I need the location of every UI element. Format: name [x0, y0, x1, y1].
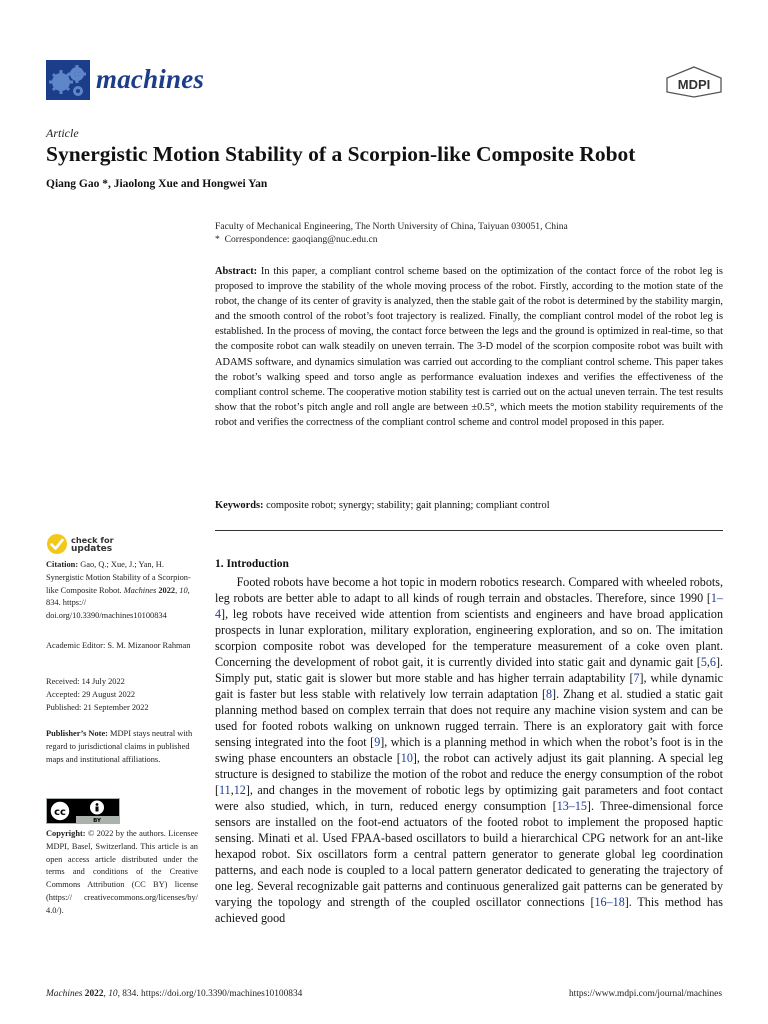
copyright-label: Copyright:: [46, 829, 86, 838]
footer-volume: 10: [108, 989, 118, 999]
publisher-note-label: Publisher’s Note:: [46, 729, 108, 738]
keywords-text: composite robot; synergy; stability; gait planning; compliant control: [266, 500, 550, 511]
academic-editor: Academic Editor: S. M. Mizanoor Rahman: [46, 641, 191, 650]
publication-dates: [46, 676, 198, 714]
introduction-paragraph: [215, 574, 723, 926]
reference-link[interactable]: 8: [546, 687, 553, 701]
svg-text:cc: cc: [54, 807, 66, 818]
reference-link[interactable]: 5: [700, 655, 707, 669]
intro-text: ,: [230, 783, 234, 797]
check-updates-icon: [46, 533, 68, 555]
author-list: Qiang Gao *, Jiaolong Xue and Hongwei Yan: [46, 178, 268, 190]
check-updates-line1: check for: [71, 535, 114, 545]
intro-text: ], which is a planning method in which when the robot’s foot is in the swing phase encounters an obstacle [: [215, 735, 723, 765]
citation-year: 2022: [158, 585, 176, 595]
intro-text: ]. This method has achieved good: [215, 895, 723, 925]
publisher-note: [46, 728, 198, 766]
received-date: Received: 14 July 2022: [46, 677, 125, 686]
journal-name: machines: [96, 64, 205, 94]
footer-journal: Machines: [46, 989, 83, 999]
intro-text: ], while dynamic gait is faster but less stable with relatively low terrain adaptation [: [215, 671, 723, 701]
footer-citation: Machines 2022, 10, 834. https://doi.org/10.3390/machines10100834: [46, 989, 303, 999]
citation-journal: Machines: [123, 585, 157, 595]
reference-link[interactable]: 7: [633, 671, 640, 685]
footer-year: 2022: [84, 989, 104, 999]
affiliation: Faculty of Mechanical Engineering, The North University of China, Taiyuan 030051, China: [215, 221, 568, 232]
section-divider: [215, 530, 723, 531]
correspondence: [215, 234, 378, 245]
published-date: Published: 21 September 2022: [46, 702, 149, 712]
correspondence-marker: *: [215, 234, 220, 245]
keywords-label: Keywords:: [215, 500, 264, 511]
reference-link[interactable]: 12: [233, 783, 246, 797]
citation-text: Gao, Q.; Xue, J.; Yan, H. Synergistic Motion Stability of a Scorpion-like Composite Robot.: [46, 560, 191, 595]
accepted-date: Accepted: 29 August 2022: [46, 689, 136, 699]
publisher-note-text: MDPI stays neutral with regard to jurisdictional claims in published maps and institutional affiliations.: [46, 729, 193, 764]
intro-text: Footed robots have become a hot topic in modern robotics research. Compared with wheeled robots, leg robots are better able to adapt to all kinds of rough terrain and obstacles. Therefore, since 1990 [: [215, 575, 723, 605]
article-title: Synergistic Motion Stability of a Scorpion-like Composite Robot: [46, 142, 636, 166]
keywords: [215, 498, 723, 513]
intro-text: ]. Zhang et al. studied a static gait planning method based on complex terrain that does not require any machine vision system and can be used for footed robots walking on unknown rugged terrain. There is an exploratory gait with force sensing integrated into the foot [: [215, 687, 723, 749]
reference-link[interactable]: 10: [400, 751, 413, 765]
intro-text: ], leg robots have received wide attention from scientists and engineers and have broad application prospects in lunar exploration, military exploration, engineering exploration, and so on. The imitation scorpion composite robot was developed for the temperature measurement of a coke oven plant. Concerning the development of robot gait, it is currently divided into static gait and dynamic gait [: [215, 607, 723, 669]
cc-badge-label: BY: [93, 818, 101, 824]
abstract-label: Abstract:: [215, 266, 258, 277]
mdpi-logo-text: MDPI: [677, 77, 711, 92]
citation-volume: 10: [179, 585, 188, 595]
mdpi-logo: [664, 66, 724, 98]
footer-journal-url[interactable]: https://www.mdpi.com/journal/machines: [568, 989, 722, 999]
reference-link[interactable]: 11: [219, 783, 231, 797]
intro-text: ], the robot can actively adjust its gait planning. A special leg structure is designed to stabilize the motion of the robot and reduce the energy consumption of the robot [: [215, 751, 724, 797]
abstract: [215, 264, 723, 430]
intro-text: ]. Three-dimensional force sensors are installed on the foot-end actuators of the footed robot to implement the proposed haptic sensing. Minati et al. Used FPAA-based oscillators to build a hierarchical CPG network for an ant-like hexapod robot. Six oscillators form a central pattern generator to generate global leg coordination patterns, and each node is coupled to a local pattern generator dedicated to generating the trajectory of one leg. Several recognizable gait patterns and continuous generalized gait patterns can be generated by varying the topology and strength of the coupled oscillator connections [: [215, 799, 723, 909]
citation-pages: , 834. https://: [46, 585, 190, 608]
footer-doi[interactable]: , 834. https://doi.org/10.3390/machines10100834: [117, 989, 303, 999]
reference-link[interactable]: 9: [374, 735, 381, 749]
check-for-updates-button[interactable]: [46, 533, 156, 557]
reference-link[interactable]: 6: [709, 655, 716, 669]
reference-link[interactable]: 13–15: [556, 799, 587, 813]
reference-link[interactable]: 16–18: [594, 895, 625, 909]
abstract-text: In this paper, a compliant control scheme based on the optimization of the contact force of the robot leg is proposed to improve the stability of the whole moving process of the robot. Firstly, according to the motion state of the robot, the change of its center of gravity is analyzed, then the stable gait of the robot is determined by the stability margin, and the smooth control of the robot’s foot trajectory is realized. Finally, the compliant control model of the robot leg is established. In the process of moving, the contact force between the legs and the ground is optimized in real-time, so that the composite robot can walk steadily on uneven terrain. The 3-D model of the scorpion composite robot was built with ADAMS software, and dynamics simulation was carried out according to the compliant control scheme. This paper takes the robot’s walking speed and torso angle as performance evaluation indexes and verifies the effectiveness of the compliant control scheme. The cooperative motion stability test is carried out on the actual uneven terrain. The test results show that the robot’s pitch angle and roll angle are between ±0.5°, which meets the motion stability requirements of the robot and verifies the correctness of the compliant control scheme and control model proposed in this paper.: [215, 266, 723, 428]
article-type: Article: [46, 126, 79, 140]
citation: Citation: Gao, Q.; Xue, J.; Yan, H. Synergistic Motion Stability of a Scorpion-like Composite Robot. Machines 2022, 10, 834. https:// doi.org/10.3390/machines10100834: [46, 560, 191, 621]
intro-text: ,: [706, 655, 710, 669]
correspondence-text: Correspondence: gaoqiang@nuc.edu.cn: [224, 234, 378, 245]
reference-link[interactable]: 1–4: [215, 591, 723, 621]
cc-by-license-badge[interactable]: [46, 798, 120, 824]
citation-doi-link[interactable]: doi.org/10.3390/machines10100834: [46, 611, 167, 621]
citation-label: Citation:: [46, 560, 79, 569]
check-updates-line2: updates: [71, 544, 113, 554]
gears-icon: [46, 60, 90, 100]
intro-text: ], and changes in the movement of robotic legs by optimizing gait parameters and foot contact were also studied, which, in turn, reduced energy consumption [: [215, 783, 723, 813]
copyright-notice: [46, 828, 198, 918]
copyright-text: © 2022 by the authors. Licensee MDPI, Basel, Switzerland. This article is an open access article distributed under the terms and conditions of the Creative Commons Attribution (CC BY) license (https:// creativecommons.org/licenses/by/ 4.0/).: [46, 829, 198, 915]
section-heading: 1. Introduction: [215, 558, 289, 570]
intro-text: ]. Simply put, static gait is slower but more stable and has higher terrain adaptability [: [215, 655, 723, 685]
